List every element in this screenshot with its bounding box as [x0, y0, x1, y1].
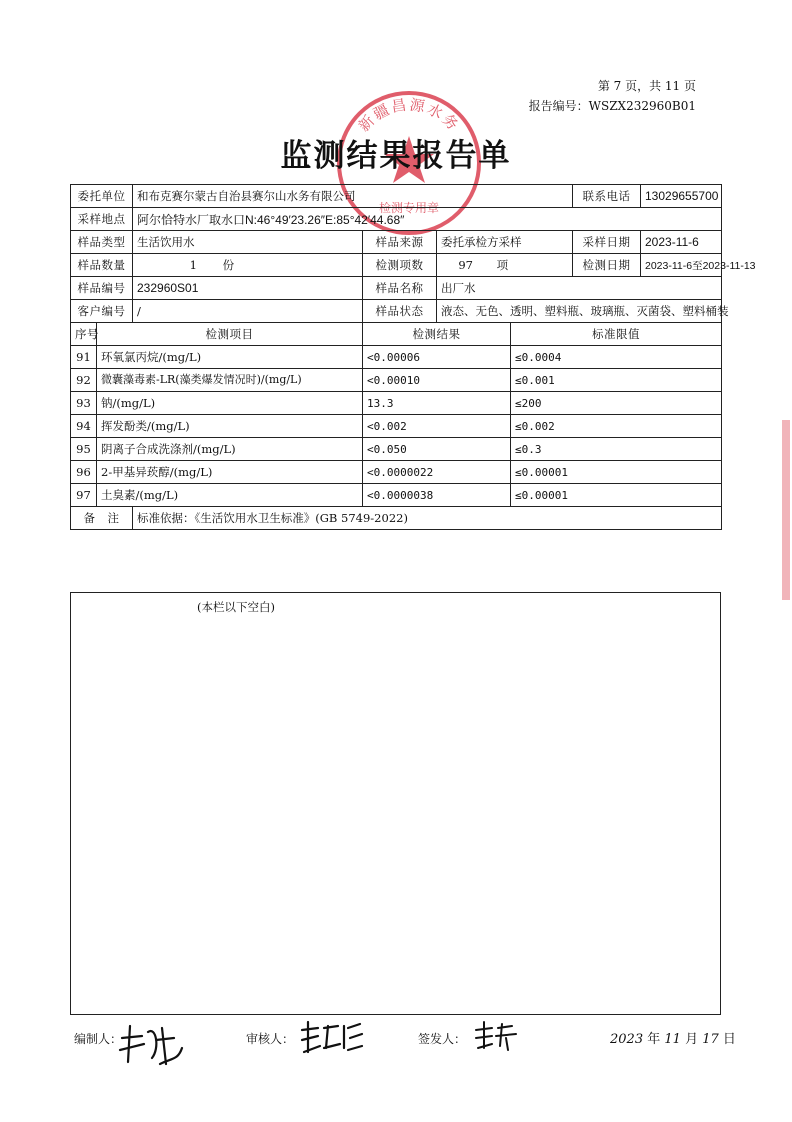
type-row [71, 231, 722, 254]
page-title: 监测结果报告单 [280, 138, 512, 174]
site-value: 阿尔恰特水厂取水口N:46°49′23.26″E:85°42′44.68″ [133, 208, 722, 231]
report-table [70, 184, 756, 530]
qty-label: 样品数量 [71, 254, 133, 277]
page-edge-seal-fragment [780, 420, 792, 600]
state-label: 样品状态 [363, 300, 437, 323]
result-limit: ≤0.00001 [511, 461, 722, 484]
result-value: <0.050 [363, 438, 511, 461]
result-value: 13.3 [363, 392, 511, 415]
editor-signature [116, 1018, 186, 1070]
qty-number: 1 [189, 258, 197, 272]
result-row [71, 438, 722, 461]
state-value: 液态、无色、透明、塑料瓶、玻璃瓶、灭菌袋、塑料桶装 [437, 300, 722, 323]
result-item: 微囊藻毒素-LR(藻类爆发情况时)/(mg/L) [97, 369, 363, 392]
result-seq: 91 [71, 346, 97, 369]
phone-value: 13029655700 [641, 185, 722, 208]
blank-section [70, 592, 721, 1015]
result-value: <0.002 [363, 415, 511, 438]
result-item: 环氧氯丙烷/(mg/L) [97, 346, 363, 369]
result-limit: ≤0.00001 [511, 484, 722, 507]
client-row [71, 185, 722, 208]
result-limit: ≤0.002 [511, 415, 722, 438]
result-limit: ≤0.3 [511, 438, 722, 461]
result-limit: ≤0.001 [511, 369, 722, 392]
signer-label: 签发人： [418, 1032, 467, 1046]
seq-header: 序号 [71, 323, 97, 346]
result-row [71, 461, 722, 484]
result-seq: 93 [71, 392, 97, 415]
result-item: 土臭素/(mg/L) [97, 484, 363, 507]
phone-label: 联系电话 [573, 185, 641, 208]
reviewer-label: 审核人： [246, 1032, 295, 1046]
result-limit: ≤0.0004 [511, 346, 722, 369]
result-value: <0.00006 [363, 346, 511, 369]
items-number: 97 [458, 258, 473, 272]
items-unit: 项 [496, 258, 509, 272]
result-item: 阴离子合成洗涤剂/(mg/L) [97, 438, 363, 461]
sample-no-label: 样品编号 [71, 277, 133, 300]
test-date-value: 2023-11-6至2023-11-13 [641, 254, 722, 277]
remarks-text: 标准依据：《生活饮用水卫生标准》(GB 5749-2022) [133, 507, 722, 530]
items-label: 检测项数 [363, 254, 437, 277]
page-number: 第 7 页，共 11 页 [597, 79, 696, 93]
result-row [71, 369, 722, 392]
date-year-label: 年 [647, 1032, 661, 1047]
remarks-row [71, 507, 722, 530]
type-label: 样品类型 [71, 231, 133, 254]
sample-no-value: 232960S01 [133, 277, 363, 300]
remarks-label: 备 注 [71, 507, 133, 530]
page-meta [529, 76, 696, 116]
result-value: <0.0000022 [363, 461, 511, 484]
qty-unit: 份 [222, 258, 235, 272]
issue-date [610, 1028, 736, 1047]
blank-note: (本栏以下空白) [197, 600, 275, 614]
result-row [71, 415, 722, 438]
result-limit: ≤200 [511, 392, 722, 415]
sample-date-value: 2023-11-6 [641, 231, 722, 254]
type-value: 生活饮用水 [133, 231, 363, 254]
date-month-label: 月 [685, 1032, 699, 1047]
result-item: 挥发酚类/(mg/L) [97, 415, 363, 438]
result-seq: 94 [71, 415, 97, 438]
customer-no-value: / [133, 300, 363, 323]
source-label: 样品来源 [363, 231, 437, 254]
results-header-row [71, 323, 722, 346]
client-label: 委托单位 [71, 185, 133, 208]
result-value: <0.0000038 [363, 484, 511, 507]
site-label: 采样地点 [71, 208, 133, 231]
result-seq: 92 [71, 369, 97, 392]
items-value [437, 254, 573, 277]
result-seq: 95 [71, 438, 97, 461]
result-value: <0.00010 [363, 369, 511, 392]
result-header: 检测结果 [363, 323, 511, 346]
reviewer-signature [298, 1018, 364, 1058]
source-value: 委托承检方采样 [437, 231, 573, 254]
sample-name-label: 样品名称 [363, 277, 437, 300]
report-number: 报告编号：WSZX232960B01 [528, 99, 696, 113]
qty-row [71, 254, 722, 277]
limit-header: 标准限值 [511, 323, 722, 346]
result-row [71, 484, 722, 507]
date-day: 17 [702, 1032, 719, 1047]
customer-row [71, 300, 722, 323]
customer-no-label: 客户编号 [71, 300, 133, 323]
test-date-label: 检测日期 [573, 254, 641, 277]
date-day-label: 日 [722, 1032, 736, 1047]
item-header: 检测项目 [97, 323, 363, 346]
result-seq: 96 [71, 461, 97, 484]
signer-signature [472, 1018, 520, 1054]
date-year: 2023 [610, 1032, 644, 1047]
sample-no-row [71, 277, 722, 300]
editor-label: 编制人： [74, 1032, 123, 1046]
result-item: 2-甲基异莰醇/(mg/L) [97, 461, 363, 484]
client-value: 和布克赛尔蒙古自治县赛尔山水务有限公司 [133, 185, 573, 208]
result-row [71, 346, 722, 369]
seal-bottom-text: 检测专用章 [378, 201, 440, 215]
seal-top-text: 新疆昌源水务 [354, 95, 464, 136]
sample-date-label: 采样日期 [573, 231, 641, 254]
sample-name-value: 出厂水 [437, 277, 722, 300]
result-item: 钠/(mg/L) [97, 392, 363, 415]
result-seq: 97 [71, 484, 97, 507]
result-row [71, 392, 722, 415]
qty-value [133, 254, 363, 277]
date-month: 11 [664, 1032, 681, 1047]
site-row [71, 208, 722, 231]
